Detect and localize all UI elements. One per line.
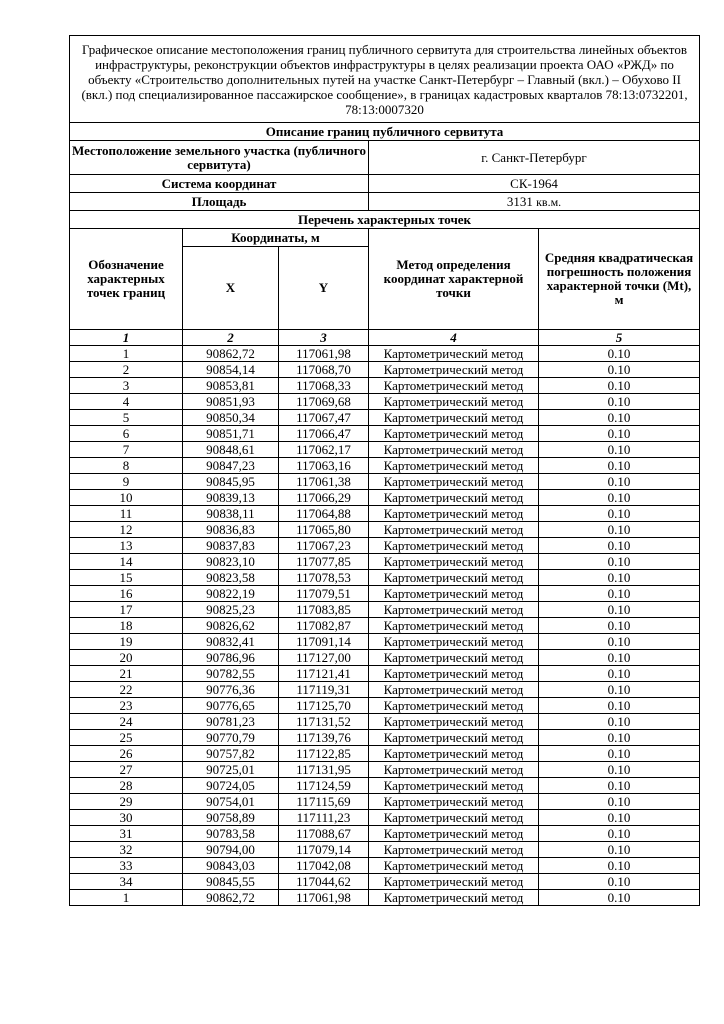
x-coordinate-cell: 90724,05	[183, 778, 279, 794]
table-row	[70, 394, 700, 410]
method-cell: Картометрический метод	[369, 586, 539, 602]
error-cell: 0.10	[539, 474, 700, 490]
x-coordinate-cell: 90851,71	[183, 426, 279, 442]
method-cell: Картометрический метод	[369, 650, 539, 666]
error-cell: 0.10	[539, 682, 700, 698]
point-id-cell: 6	[70, 426, 183, 442]
table-row	[70, 714, 700, 730]
error-cell: 0.10	[539, 506, 700, 522]
method-cell: Картометрический метод	[369, 730, 539, 746]
point-id-cell: 1	[70, 346, 183, 362]
method-cell: Картометрический метод	[369, 442, 539, 458]
point-id-cell: 10	[70, 490, 183, 506]
location-value: г. Санкт-Петербург	[369, 141, 700, 175]
error-cell: 0.10	[539, 778, 700, 794]
error-cell: 0.10	[539, 442, 700, 458]
y-coordinate-cell: 117111,23	[279, 810, 369, 826]
header-y: Y	[279, 247, 369, 330]
x-coordinate-cell: 90757,82	[183, 746, 279, 762]
error-cell: 0.10	[539, 586, 700, 602]
method-cell: Картометрический метод	[369, 826, 539, 842]
table-row	[70, 858, 700, 874]
x-coordinate-cell: 90786,96	[183, 650, 279, 666]
point-id-cell: 25	[70, 730, 183, 746]
table-row	[70, 490, 700, 506]
error-cell: 0.10	[539, 490, 700, 506]
point-id-cell: 1	[70, 890, 183, 906]
error-cell: 0.10	[539, 794, 700, 810]
method-cell: Картометрический метод	[369, 410, 539, 426]
y-coordinate-cell: 117082,87	[279, 618, 369, 634]
method-cell: Картометрический метод	[369, 858, 539, 874]
table-row	[70, 538, 700, 554]
point-id-cell: 8	[70, 458, 183, 474]
coordinate-system-value: СК-1964	[369, 175, 700, 193]
header-point: Обозначение характерных точек границ	[70, 229, 183, 330]
area-value-cell	[369, 193, 700, 211]
x-coordinate-cell: 90848,61	[183, 442, 279, 458]
x-coordinate-cell: 90832,41	[183, 634, 279, 650]
point-id-cell: 34	[70, 874, 183, 890]
x-coordinate-cell: 90839,13	[183, 490, 279, 506]
column-number-1: 1	[70, 330, 183, 346]
table-row	[70, 682, 700, 698]
servitude-description-table	[69, 35, 700, 906]
y-coordinate-cell: 117115,69	[279, 794, 369, 810]
error-cell: 0.10	[539, 810, 700, 826]
x-coordinate-cell: 90781,23	[183, 714, 279, 730]
table-row	[70, 426, 700, 442]
error-cell: 0.10	[539, 394, 700, 410]
error-cell: 0.10	[539, 762, 700, 778]
y-coordinate-cell: 117091,14	[279, 634, 369, 650]
x-coordinate-cell: 90783,58	[183, 826, 279, 842]
y-coordinate-cell: 117131,95	[279, 762, 369, 778]
error-cell: 0.10	[539, 602, 700, 618]
table-row	[70, 346, 700, 362]
table-row	[70, 602, 700, 618]
method-cell: Картометрический метод	[369, 794, 539, 810]
y-coordinate-cell: 117067,47	[279, 410, 369, 426]
x-coordinate-cell: 90725,01	[183, 762, 279, 778]
header-coordinates: Координаты, м	[183, 229, 369, 247]
method-cell: Картометрический метод	[369, 842, 539, 858]
x-coordinate-cell: 90843,03	[183, 858, 279, 874]
y-coordinate-cell: 117139,76	[279, 730, 369, 746]
method-cell: Картометрический метод	[369, 458, 539, 474]
error-cell: 0.10	[539, 858, 700, 874]
point-id-cell: 26	[70, 746, 183, 762]
x-coordinate-cell: 90862,72	[183, 890, 279, 906]
table-row	[70, 634, 700, 650]
point-id-cell: 22	[70, 682, 183, 698]
method-cell: Картометрический метод	[369, 810, 539, 826]
y-coordinate-cell: 117065,80	[279, 522, 369, 538]
table-row	[70, 522, 700, 538]
x-coordinate-cell: 90851,93	[183, 394, 279, 410]
point-id-cell: 20	[70, 650, 183, 666]
column-number-4: 4	[369, 330, 539, 346]
x-coordinate-cell: 90845,55	[183, 874, 279, 890]
table-row	[70, 474, 700, 490]
x-coordinate-cell: 90823,10	[183, 554, 279, 570]
y-coordinate-cell: 117124,59	[279, 778, 369, 794]
point-id-cell: 2	[70, 362, 183, 378]
table-row	[70, 458, 700, 474]
x-coordinate-cell: 90822,19	[183, 586, 279, 602]
error-cell: 0.10	[539, 714, 700, 730]
table-row	[70, 410, 700, 426]
y-coordinate-cell: 117079,14	[279, 842, 369, 858]
table-row	[70, 554, 700, 570]
area-value: 3131	[506, 193, 533, 209]
x-coordinate-cell: 90850,34	[183, 410, 279, 426]
x-coordinate-cell: 90782,55	[183, 666, 279, 682]
method-cell: Картометрический метод	[369, 698, 539, 714]
table-row	[70, 442, 700, 458]
x-coordinate-cell: 90776,36	[183, 682, 279, 698]
method-cell: Картометрический метод	[369, 682, 539, 698]
table-row	[70, 842, 700, 858]
error-cell: 0.10	[539, 826, 700, 842]
method-cell: Картометрический метод	[369, 666, 539, 682]
table-row	[70, 762, 700, 778]
y-coordinate-cell: 117079,51	[279, 586, 369, 602]
point-id-cell: 27	[70, 762, 183, 778]
error-cell: 0.10	[539, 890, 700, 906]
table-row	[70, 778, 700, 794]
method-cell: Картометрический метод	[369, 426, 539, 442]
x-coordinate-cell: 90854,14	[183, 362, 279, 378]
point-id-cell: 23	[70, 698, 183, 714]
method-cell: Картометрический метод	[369, 874, 539, 890]
y-coordinate-cell: 117083,85	[279, 602, 369, 618]
error-cell: 0.10	[539, 730, 700, 746]
y-coordinate-cell: 117061,98	[279, 346, 369, 362]
y-coordinate-cell: 117078,53	[279, 570, 369, 586]
method-cell: Картометрический метод	[369, 618, 539, 634]
header-method: Метод определения координат характерной точки	[369, 229, 539, 330]
error-cell: 0.10	[539, 570, 700, 586]
table-row	[70, 666, 700, 682]
point-id-cell: 9	[70, 474, 183, 490]
method-cell: Картометрический метод	[369, 602, 539, 618]
column-number-2: 2	[183, 330, 279, 346]
area-unit: кв.м.	[536, 194, 562, 209]
point-id-cell: 19	[70, 634, 183, 650]
table-row	[70, 826, 700, 842]
point-id-cell: 14	[70, 554, 183, 570]
point-id-cell: 17	[70, 602, 183, 618]
y-coordinate-cell: 117044,62	[279, 874, 369, 890]
y-coordinate-cell: 117088,67	[279, 826, 369, 842]
error-cell: 0.10	[539, 554, 700, 570]
point-id-cell: 15	[70, 570, 183, 586]
method-cell: Картометрический метод	[369, 634, 539, 650]
x-coordinate-cell: 90825,23	[183, 602, 279, 618]
point-id-cell: 33	[70, 858, 183, 874]
y-coordinate-cell: 117131,52	[279, 714, 369, 730]
y-coordinate-cell: 117062,17	[279, 442, 369, 458]
point-id-cell: 7	[70, 442, 183, 458]
x-coordinate-cell: 90823,58	[183, 570, 279, 586]
method-cell: Картометрический метод	[369, 762, 539, 778]
y-coordinate-cell: 117125,70	[279, 698, 369, 714]
x-coordinate-cell: 90838,11	[183, 506, 279, 522]
error-cell: 0.10	[539, 346, 700, 362]
y-coordinate-cell: 117061,98	[279, 890, 369, 906]
point-id-cell: 31	[70, 826, 183, 842]
point-id-cell: 5	[70, 410, 183, 426]
table-row	[70, 362, 700, 378]
error-cell: 0.10	[539, 362, 700, 378]
method-cell: Картометрический метод	[369, 506, 539, 522]
method-cell: Картометрический метод	[369, 714, 539, 730]
point-id-cell: 28	[70, 778, 183, 794]
point-id-cell: 11	[70, 506, 183, 522]
point-id-cell: 32	[70, 842, 183, 858]
coordinate-system-label: Система координат	[70, 175, 369, 193]
column-number-5: 5	[539, 330, 700, 346]
method-cell: Картометрический метод	[369, 890, 539, 906]
method-cell: Картометрический метод	[369, 554, 539, 570]
error-cell: 0.10	[539, 522, 700, 538]
y-coordinate-cell: 117042,08	[279, 858, 369, 874]
table-row	[70, 874, 700, 890]
y-coordinate-cell: 117064,88	[279, 506, 369, 522]
column-number-3: 3	[279, 330, 369, 346]
x-coordinate-cell: 90837,83	[183, 538, 279, 554]
x-coordinate-cell: 90853,81	[183, 378, 279, 394]
error-cell: 0.10	[539, 458, 700, 474]
method-cell: Картометрический метод	[369, 570, 539, 586]
y-coordinate-cell: 117061,38	[279, 474, 369, 490]
table-row	[70, 586, 700, 602]
method-cell: Картометрический метод	[369, 474, 539, 490]
x-coordinate-cell: 90754,01	[183, 794, 279, 810]
x-coordinate-cell: 90794,00	[183, 842, 279, 858]
table-row	[70, 650, 700, 666]
table-row	[70, 810, 700, 826]
header-x: X	[183, 247, 279, 330]
method-cell: Картометрический метод	[369, 522, 539, 538]
table-row	[70, 746, 700, 762]
point-id-cell: 12	[70, 522, 183, 538]
point-id-cell: 21	[70, 666, 183, 682]
y-coordinate-cell: 117067,23	[279, 538, 369, 554]
y-coordinate-cell: 117068,70	[279, 362, 369, 378]
x-coordinate-cell: 90758,89	[183, 810, 279, 826]
header-error: Средняя квадратическая погрешность положения характерной точки (Mt), м	[539, 229, 700, 330]
method-cell: Картометрический метод	[369, 778, 539, 794]
point-id-cell: 13	[70, 538, 183, 554]
method-cell: Картометрический метод	[369, 346, 539, 362]
point-id-cell: 29	[70, 794, 183, 810]
error-cell: 0.10	[539, 426, 700, 442]
y-coordinate-cell: 117119,31	[279, 682, 369, 698]
method-cell: Картометрический метод	[369, 362, 539, 378]
x-coordinate-cell: 90862,72	[183, 346, 279, 362]
table-row	[70, 570, 700, 586]
point-id-cell: 30	[70, 810, 183, 826]
error-cell: 0.10	[539, 650, 700, 666]
y-coordinate-cell: 117068,33	[279, 378, 369, 394]
y-coordinate-cell: 117121,41	[279, 666, 369, 682]
table-row	[70, 890, 700, 906]
table-row	[70, 698, 700, 714]
point-id-cell: 3	[70, 378, 183, 394]
y-coordinate-cell: 117066,29	[279, 490, 369, 506]
point-id-cell: 4	[70, 394, 183, 410]
method-cell: Картометрический метод	[369, 746, 539, 762]
table-row	[70, 794, 700, 810]
points-list-title: Перечень характерных точек	[70, 211, 700, 229]
error-cell: 0.10	[539, 634, 700, 650]
error-cell: 0.10	[539, 842, 700, 858]
error-cell: 0.10	[539, 746, 700, 762]
y-coordinate-cell: 117063,16	[279, 458, 369, 474]
area-label: Площадь	[70, 193, 369, 211]
point-id-cell: 24	[70, 714, 183, 730]
error-cell: 0.10	[539, 378, 700, 394]
x-coordinate-cell: 90847,23	[183, 458, 279, 474]
point-id-cell: 16	[70, 586, 183, 602]
document-caption: Графическое описание местоположения границ публичного сервитута для строительства линейных объектов инфраструктуры, реконструкции объектов инфраструктуры в целях реализации проекта ОАО «РЖД» по объекту «Строительство дополнительных путей на участке Санкт-Петербург – Главный (вкл.) – Обухово II (вкл.) под специализированное пассажирское сообщение», в границах кадастровых кварталов 78:13:0732201, 78:13:0007320	[70, 36, 700, 123]
point-id-cell: 18	[70, 618, 183, 634]
y-coordinate-cell: 117127,00	[279, 650, 369, 666]
error-cell: 0.10	[539, 538, 700, 554]
y-coordinate-cell: 117069,68	[279, 394, 369, 410]
x-coordinate-cell: 90845,95	[183, 474, 279, 490]
error-cell: 0.10	[539, 666, 700, 682]
y-coordinate-cell: 117066,47	[279, 426, 369, 442]
method-cell: Картометрический метод	[369, 538, 539, 554]
method-cell: Картометрический метод	[369, 394, 539, 410]
error-cell: 0.10	[539, 410, 700, 426]
x-coordinate-cell: 90770,79	[183, 730, 279, 746]
x-coordinate-cell: 90836,83	[183, 522, 279, 538]
x-coordinate-cell: 90776,65	[183, 698, 279, 714]
location-label: Местоположение земельного участка (публичного сервитута)	[70, 141, 369, 175]
error-cell: 0.10	[539, 698, 700, 714]
error-cell: 0.10	[539, 618, 700, 634]
table-row	[70, 730, 700, 746]
table-row	[70, 618, 700, 634]
table-row	[70, 378, 700, 394]
y-coordinate-cell: 117122,85	[279, 746, 369, 762]
section-title: Описание границ публичного сервитута	[70, 123, 700, 141]
error-cell: 0.10	[539, 874, 700, 890]
y-coordinate-cell: 117077,85	[279, 554, 369, 570]
method-cell: Картометрический метод	[369, 378, 539, 394]
table-row	[70, 506, 700, 522]
method-cell: Картометрический метод	[369, 490, 539, 506]
x-coordinate-cell: 90826,62	[183, 618, 279, 634]
